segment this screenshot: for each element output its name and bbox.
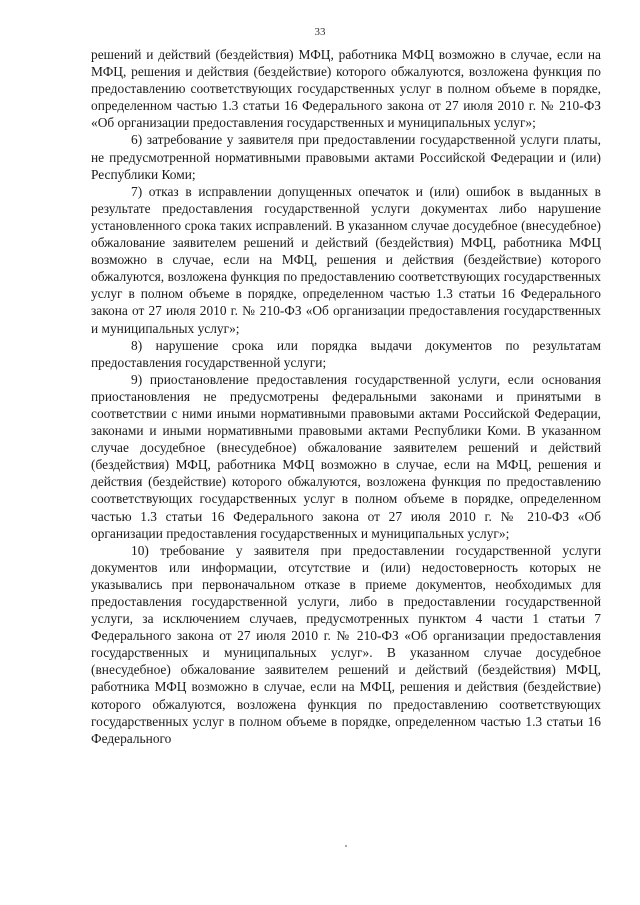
paragraph-item-9: 9) приостановление предоставления государственной услуги, если основания приостановления не предусмотрены федеральными законами и принятыми в соответствии с ними иными нормативными правовыми актами Российской Федерации, законами и иными нормативными правовыми актами Республики Коми. В указанном случае досудебное (внесудебное) обжалование заявителем решений и действий (бездействия) МФЦ, работника МФЦ возможно в случае, если на МФЦ, решения и действия (бездействие) которого обжалуются, возложена функция по предоставлению соответствующих государственных услуг в полном объеме в порядке, определенном частью 1.3 статьи 16 Федерального закона от 27 июля 2010 г. № 210-ФЗ «Об организации предоставления государственных и муниципальных услуг»; — [91, 371, 601, 541]
paragraph-item-8: 8) нарушение срока или порядка выдачи документов по результатам предоставления государственной услуги; — [91, 337, 601, 370]
document-body — [91, 46, 601, 747]
paragraph-item-6: 6) затребование у заявителя при предоставлении государственной услуги платы, не предусмотренной нормативными правовыми актами Российской Федерации и (или) Республики Коми; — [91, 132, 601, 182]
paragraph-item-10: 10) требование у заявителя при предоставлении государственной услуги документов или информации, отсутствие и (или) недостоверность которых не указывались при первоначальном отказе в приеме документов, необходимых для предоставления государственной услуги, либо в предоставлении государственной услуги, за исключением случаев, предусмотренных пунктом 4 части 1 статьи 7 Федерального закона от 27 июля 2010 г. № 210-ФЗ «Об организации предоставления государственных и муниципальных услуг». В указанном случае досудебное (внесудебное) обжалование заявителем решений и действий (бездействия) МФЦ, работника МФЦ возможно в случае, если на МФЦ, решения и действия (бездействие) которого обжалуются, возложена функция по предоставлению соответствующих государственных услуг в полном объеме в порядке, определенном частью 1.3 статьи 16 Федерального — [91, 542, 601, 746]
paragraph-item-7: 7) отказ в исправлении допущенных опечаток и (или) ошибок в выданных в результате предоставления государственной услуги документах либо нарушение установленного срока таких исправлений. В указанном случае досудебное (внесудебное) обжалование заявителем решений и действий (бездействия) МФЦ, работника МФЦ возможно в случае, если на МФЦ, решения и действия (бездействие) которого обжалуются, возложена функция по предоставлению соответствующих государственных услуг в полном объеме в порядке, определенном частью 1.3 статьи 16 Федерального закона от 27 июля 2010 г. № 210-ФЗ «Об организации предоставления государственных и муниципальных услуг»; — [91, 183, 601, 336]
scan-speck — [345, 845, 347, 847]
page-number: 33 — [314, 26, 326, 38]
paragraph-continuation: решений и действий (бездействия) МФЦ, работника МФЦ возможно в случае, если на МФЦ, решения и действия (бездействие) которого обжалуются, возложена функция по предоставлению соответствующих государственных услуг в полном объеме в порядке, определенном частью 1.3 статьи 16 Федерального закона от 27 июля 2010 г. № 210-ФЗ «Об организации предоставления государственных и муниципальных услуг»; — [91, 47, 601, 131]
